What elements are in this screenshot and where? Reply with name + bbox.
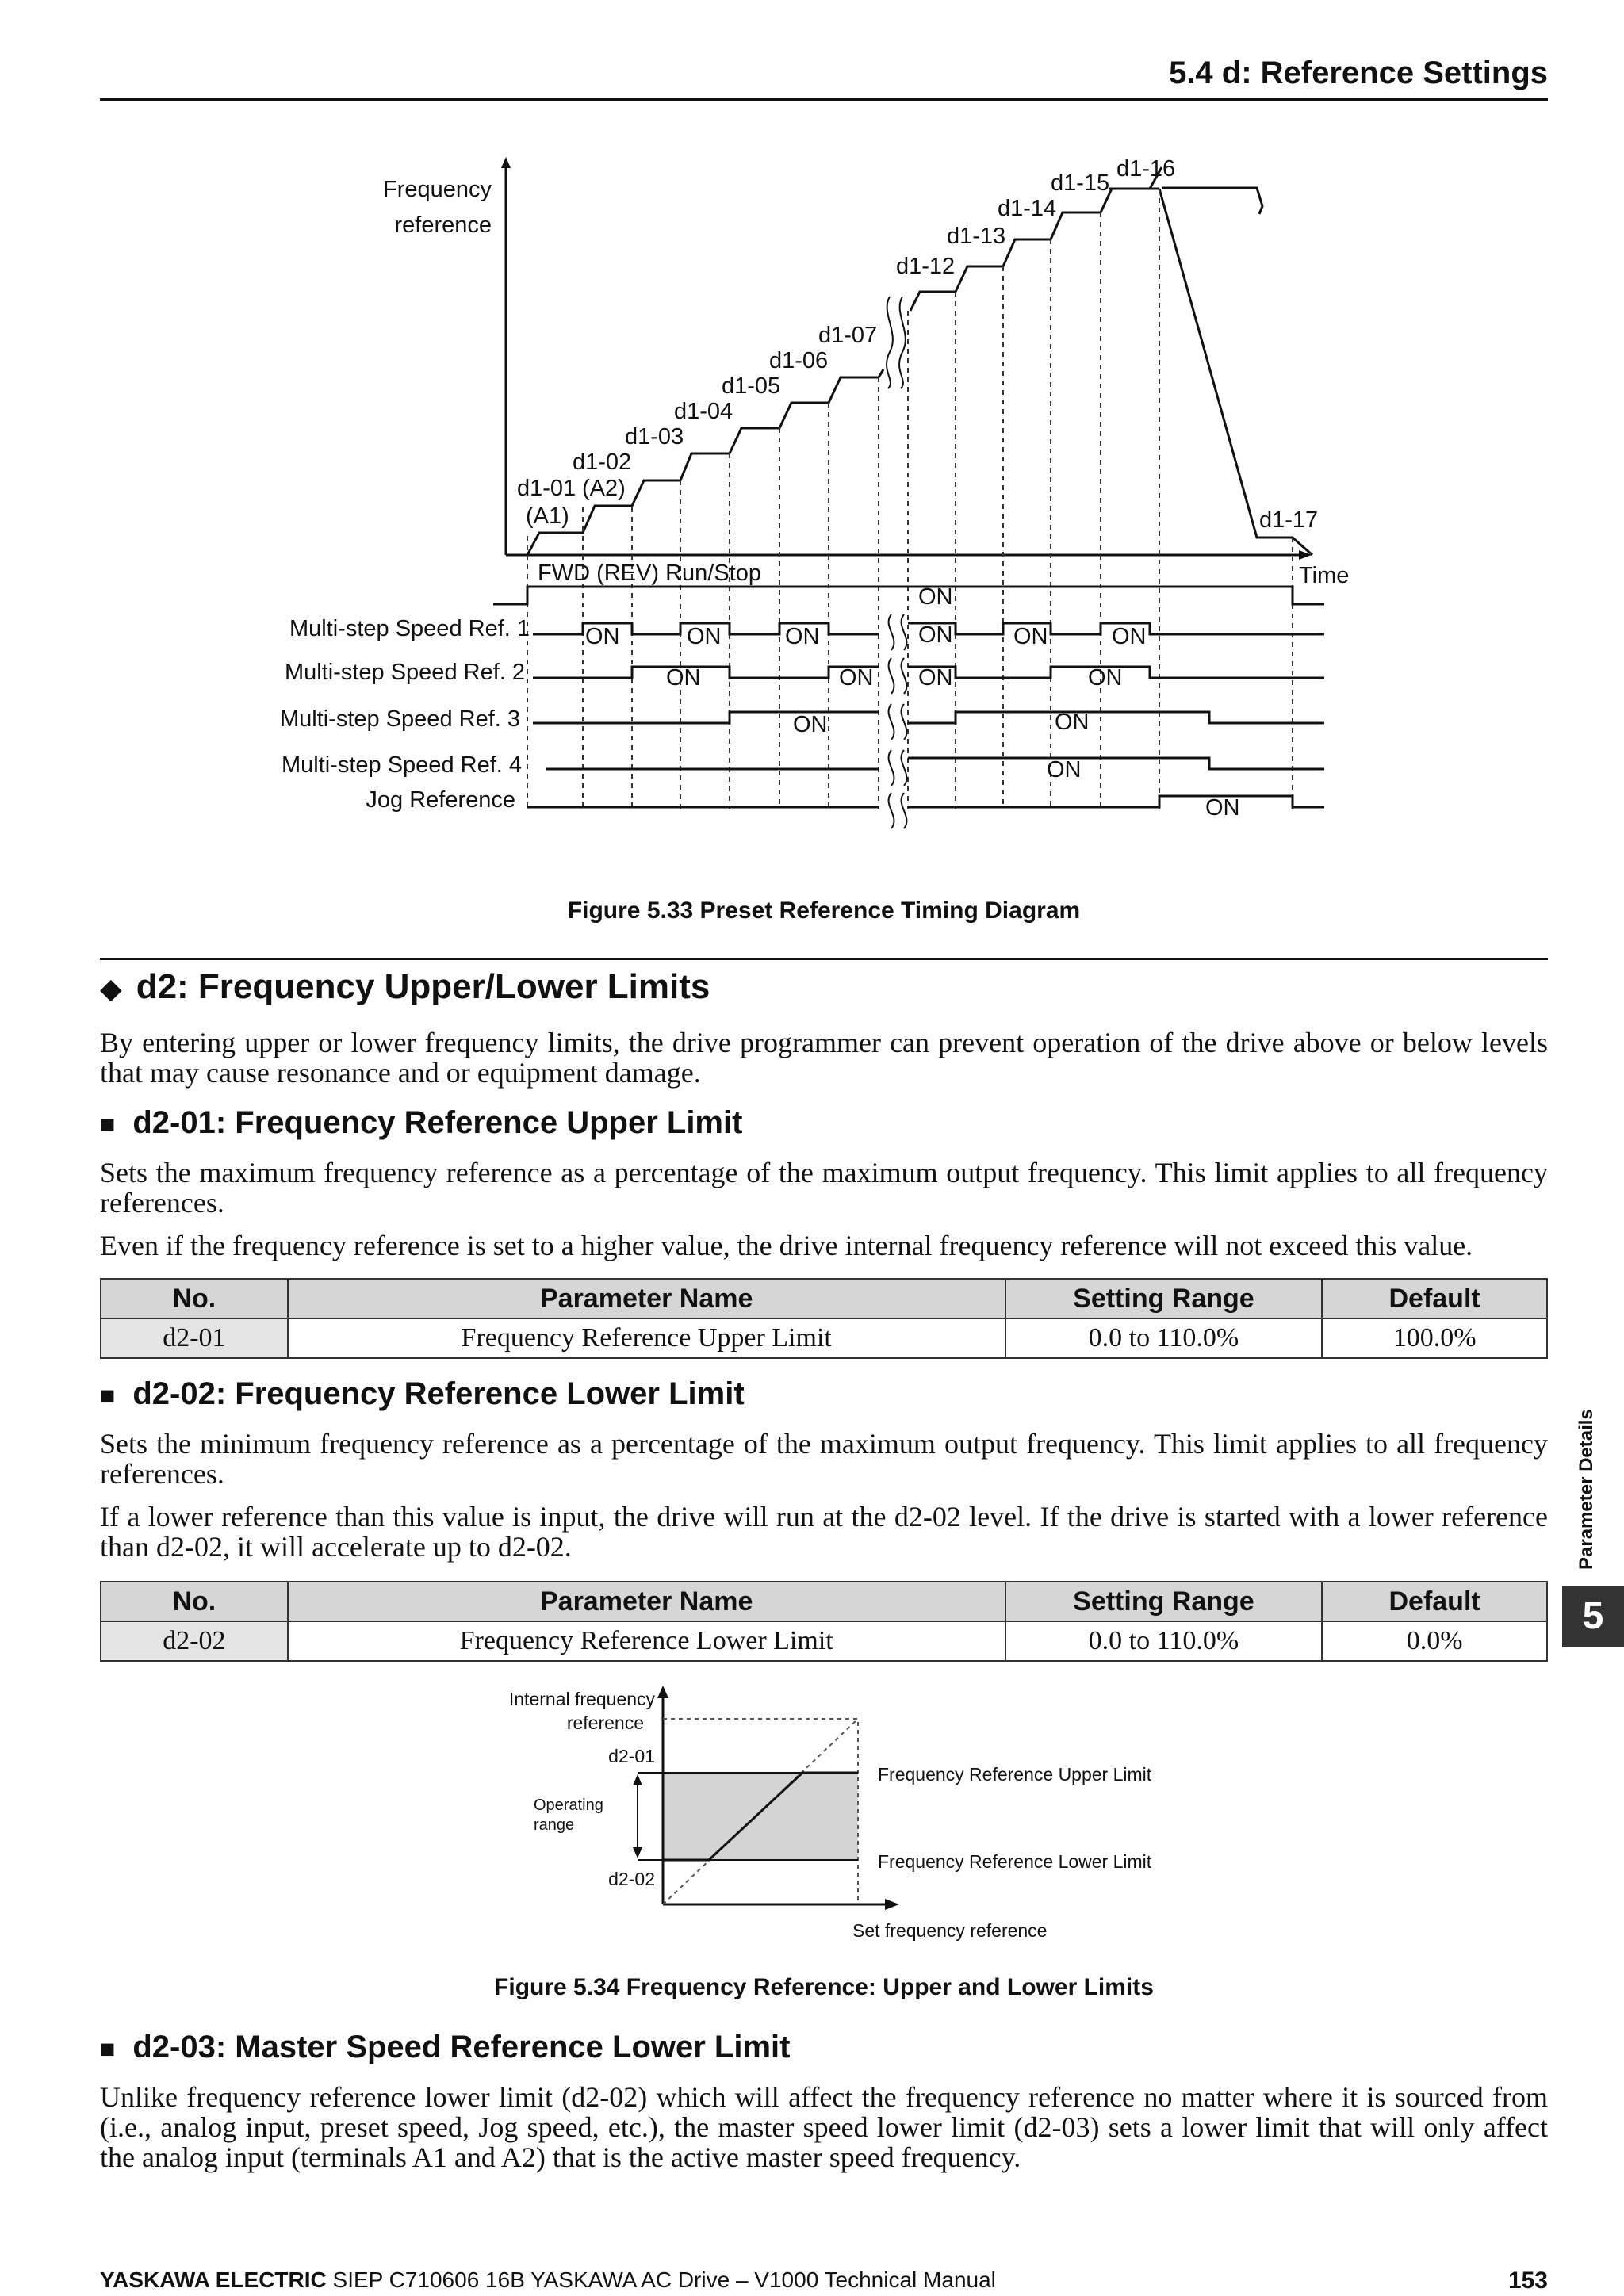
table-row xyxy=(101,1318,1547,1358)
d2-03-para1: Unlike frequency reference lower limit (d2-02) which will affect the frequency reference no matter where it is sourced from (i.e., analog input, preset speed, Jog speed, etc.), the master speed lower limit (d2-03) sets a lower limit that will only affect the analog input (terminals A1 and A2) that is the active master speed frequency. xyxy=(100,2081,1548,2173)
on-label: ON xyxy=(687,624,722,649)
a1-label: (A1) xyxy=(526,503,569,529)
d2-01-para2: Even if the frequency reference is set to a higher value, the drive internal frequency reference will not exceed this value. xyxy=(100,1230,1473,1261)
cell-no: d2-02 xyxy=(101,1621,288,1661)
lower-limit-note: Frequency Reference Lower Limit xyxy=(878,1851,1152,1872)
x-label: Set frequency reference xyxy=(852,1920,1048,1941)
col-name: Parameter Name xyxy=(288,1279,1005,1318)
range-label-1: Operating xyxy=(534,1797,603,1814)
step-label: d1-13 xyxy=(947,224,1006,249)
side-tab-label xyxy=(1570,1403,1602,1570)
d2-03-heading-text: d2-03: Master Speed Reference Lower Limit xyxy=(132,2030,791,2064)
on-label: ON xyxy=(918,665,953,691)
signal-break-marks xyxy=(889,614,907,828)
col-no: No. xyxy=(101,1279,288,1318)
signal-label: Jog Reference xyxy=(366,787,515,813)
square-bullet-icon: ■ xyxy=(100,1110,116,1138)
cell-name: Frequency Reference Upper Limit xyxy=(288,1318,1005,1358)
section-d2-heading-text: d2: Frequency Upper/Lower Limits xyxy=(136,967,710,1006)
ms-ref3-signal-2 xyxy=(908,712,1324,723)
ms-ref2-signal xyxy=(533,667,879,678)
upper-tick-label: d2-01 xyxy=(608,1746,655,1766)
y-label-2: reference xyxy=(566,1712,644,1733)
y-axis-label-1: Frequency xyxy=(382,177,492,202)
step-label: d1-01 xyxy=(517,476,576,501)
page-number: 153 xyxy=(1507,2267,1548,2294)
d2-02-parameter-table xyxy=(100,1581,1548,1662)
section-d2-heading xyxy=(100,967,710,1007)
break-mark-1 xyxy=(887,297,893,388)
cell-name: Frequency Reference Lower Limit xyxy=(288,1621,1005,1661)
svg-text:Parameter Details: Parameter Details xyxy=(1576,1409,1597,1570)
col-range: Setting Range xyxy=(1005,1279,1323,1318)
on-label: ON xyxy=(1112,624,1147,649)
d2-01-heading xyxy=(100,1105,742,1141)
step-label: d1-05 xyxy=(722,373,781,399)
run-on-label: ON xyxy=(918,584,953,610)
col-range: Setting Range xyxy=(1005,1582,1323,1621)
range-arrow-up xyxy=(633,1774,642,1785)
section-rule xyxy=(100,958,1548,960)
step-label: d1-02 xyxy=(573,450,632,475)
cell-default: 100.0% xyxy=(1322,1318,1547,1358)
cell-no: d2-01 xyxy=(101,1318,288,1358)
cell-default: 0.0% xyxy=(1322,1621,1547,1661)
ms-ref4-signal-2 xyxy=(908,758,1324,769)
table-header-row xyxy=(101,1582,1547,1621)
footer-text xyxy=(100,2267,996,2293)
on-label: ON xyxy=(1047,757,1082,783)
page-header-title: 5.4 d: Reference Settings xyxy=(1169,55,1548,90)
table-header-row xyxy=(101,1279,1547,1318)
upper-limit-note: Frequency Reference Upper Limit xyxy=(878,1764,1152,1785)
signal-label: Multi-step Speed Ref. 3 xyxy=(279,706,520,732)
step-label: d1-12 xyxy=(896,254,956,279)
section-d2-intro: By entering upper or lower frequency limits, the drive programmer can prevent operation of the drive above or below levels that may cause resonance and or equipment damage. xyxy=(100,1027,1548,1089)
run-stop-label: FWD (REV) Run/Stop xyxy=(538,561,761,586)
figure-534-caption: Figure 5.34 Frequency Reference: Upper and Lower Limits xyxy=(494,1974,1154,2000)
y-axis-arrow xyxy=(657,1686,668,1698)
on-labels xyxy=(585,622,1240,821)
d2-01-parameter-table xyxy=(100,1278,1548,1359)
break-mark-2 xyxy=(899,297,906,388)
decel-line xyxy=(1159,189,1312,555)
col-default: Default xyxy=(1322,1279,1547,1318)
on-label: ON xyxy=(918,622,953,648)
footer-doc: SIEP C710606 16B YASKAWA AC Drive – V1000 Technical Manual xyxy=(326,2267,996,2292)
y-axis-arrow xyxy=(501,157,511,168)
table-row xyxy=(101,1621,1547,1661)
operating-range-band xyxy=(663,1773,858,1860)
y-label-1: Internal frequency xyxy=(508,1689,655,1709)
signal-label: Multi-step Speed Ref. 1 xyxy=(289,616,530,641)
col-default: Default xyxy=(1322,1582,1547,1621)
col-no: No. xyxy=(101,1582,288,1621)
dashed-guides xyxy=(527,189,1293,809)
d2-02-para1: Sets the minimum frequency reference as a percentage of the maximum output frequency. This limit applies to all frequency references. xyxy=(100,1428,1548,1490)
on-label: ON xyxy=(666,665,701,691)
cell-range: 0.0 to 110.0% xyxy=(1005,1621,1323,1661)
on-label: ON xyxy=(793,712,828,737)
step-label: d1-14 xyxy=(998,196,1057,221)
square-bullet-icon: ■ xyxy=(100,2034,116,2063)
col-name: Parameter Name xyxy=(288,1582,1005,1621)
signal-label: Multi-step Speed Ref. 2 xyxy=(284,660,525,685)
signal-labels xyxy=(280,616,530,813)
upper-lower-limit-diagram xyxy=(0,1681,1624,1950)
d2-02-heading-text: d2-02: Frequency Reference Lower Limit xyxy=(132,1376,745,1411)
on-label: ON xyxy=(785,624,820,649)
on-label: ON xyxy=(1013,624,1048,649)
jog-signal-2 xyxy=(908,796,1324,807)
lower-tick-label: d2-02 xyxy=(608,1869,655,1889)
preset-reference-timing-diagram xyxy=(0,0,1624,936)
cell-range: 0.0 to 110.0% xyxy=(1005,1318,1323,1358)
step-label: d1-07 xyxy=(818,323,878,348)
decel-ramp xyxy=(1162,188,1262,214)
on-label: ON xyxy=(1088,665,1123,691)
d2-01-heading-text: d2-01: Frequency Reference Upper Limit xyxy=(132,1105,743,1140)
step-label: d1-17 xyxy=(1259,507,1319,533)
a2-label: (A2) xyxy=(582,476,626,501)
on-label: ON xyxy=(839,665,874,691)
on-label: ON xyxy=(1055,710,1090,735)
step-label: d1-06 xyxy=(769,348,829,373)
d2-01-para1: Sets the maximum frequency reference as a percentage of the maximum output frequency. This limit applies to all frequency references. xyxy=(100,1157,1548,1219)
step-label: d1-15 xyxy=(1051,170,1110,196)
x-axis-label: Time xyxy=(1299,563,1350,588)
on-label: ON xyxy=(1205,795,1240,821)
step-labels xyxy=(517,156,1318,533)
d2-02-heading xyxy=(100,1376,745,1412)
signal-label: Multi-step Speed Ref. 4 xyxy=(281,752,522,778)
step-label: d1-04 xyxy=(674,399,733,424)
diamond-icon: ◆ xyxy=(100,972,122,1004)
on-label: ON xyxy=(585,624,620,649)
square-bullet-icon: ■ xyxy=(100,1381,116,1410)
figure-533-caption: Figure 5.33 Preset Reference Timing Diagram xyxy=(567,897,1081,924)
step-label: d1-03 xyxy=(625,424,684,450)
footer-brand: YASKAWA ELECTRIC xyxy=(100,2267,327,2292)
range-label-2: range xyxy=(534,1816,575,1834)
d2-03-heading xyxy=(100,2030,790,2065)
step-label: d1-16 xyxy=(1116,156,1176,182)
y-axis-label-2: reference xyxy=(394,212,492,238)
x-axis-arrow xyxy=(885,1899,899,1910)
chapter-tab: 5 xyxy=(1562,1586,1624,1647)
d2-02-para2: If a lower reference than this value is input, the drive will run at the d2-02 level. If the drive is started with a lower reference than d2-02, it will accelerate up to d2-02. xyxy=(100,1501,1548,1563)
range-arrow-down xyxy=(633,1847,642,1858)
